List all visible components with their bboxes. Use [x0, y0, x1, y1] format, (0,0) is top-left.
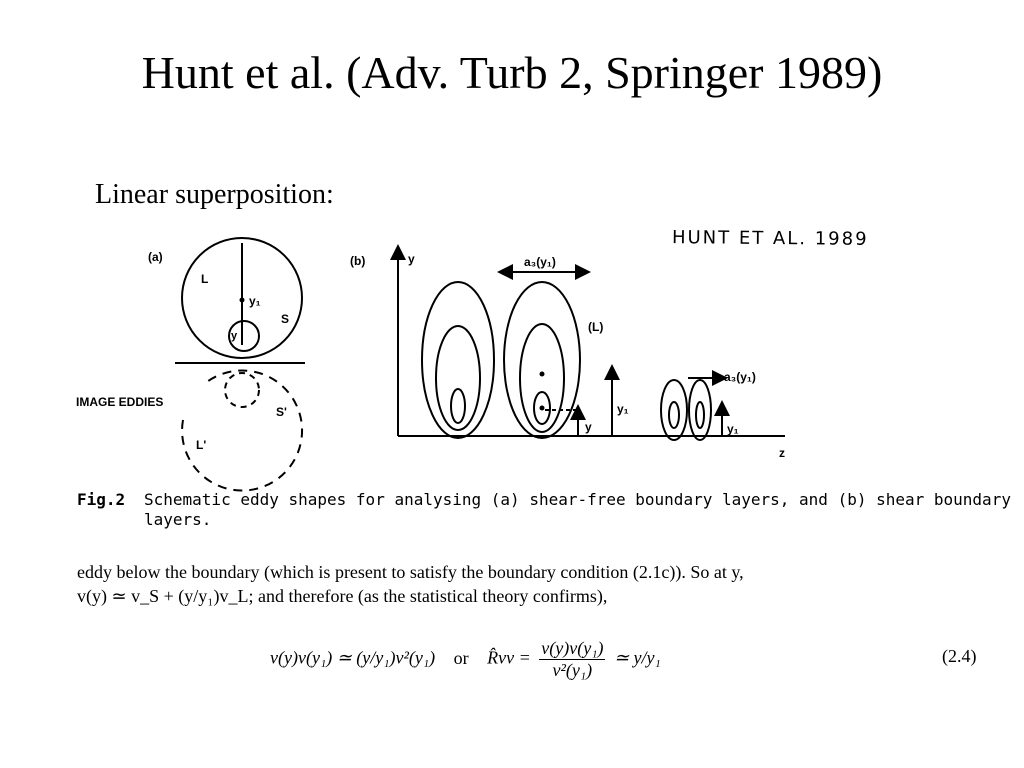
body-line-2: v(y) ≃ v_S + (y/y₁)v_L; and therefore (as the statistical theory confirms), [77, 586, 608, 606]
equation [270, 638, 661, 681]
panel-a-drawing [175, 238, 305, 491]
label-L: L [201, 272, 209, 286]
label-y: y [231, 330, 238, 342]
equation-lhs: v(y)v(y₁) ≃ (y/y₁)v²(y₁) [270, 647, 436, 668]
eddy-small-1-inner [669, 402, 679, 428]
eddy-small-2-inner [696, 402, 704, 428]
label-y1: y₁ [249, 294, 261, 308]
equation-rhs-tail: ≃ y/y₁ [613, 647, 661, 668]
eddy-large-1-inner [451, 389, 465, 423]
equation-fraction [539, 638, 605, 681]
handwritten-note: HUNT ET AL. 1989 [671, 227, 869, 250]
label-L-prime: L' [196, 438, 207, 452]
body-line-1: eddy below the boundary (which is present to satisfy the boundary condition (2.1c)). So at y, [77, 562, 744, 582]
eddy-large-2-outer [504, 282, 580, 438]
label-y1-large: y₁ [617, 402, 629, 416]
subheading: Linear superposition: [95, 179, 334, 210]
slide-title: Hunt et al. (Adv. Turb 2, Springer 1989) [141, 47, 883, 98]
eddy-large-1-mid [436, 326, 480, 430]
a3-small-label: a₃(y₁) [724, 370, 756, 384]
eddy-small-2-outer [689, 380, 711, 440]
axis-z-label: z [779, 446, 785, 460]
caption-id: Fig.2 [77, 490, 126, 509]
image-small-eddy [225, 373, 259, 407]
eddy-small-1-outer [661, 380, 687, 440]
caption-text: Schematic eddy shapes for analysing (a) shear-free boundary layers, and (b) shear boundary layers. [144, 490, 1011, 529]
eddy-large-2-mid [520, 324, 564, 432]
equation-or: or [453, 647, 469, 668]
panel-b-tag: (b) [350, 254, 366, 268]
panel-b-drawing [398, 252, 785, 440]
eddy-large-1-outer [422, 282, 494, 438]
label-S-prime: S' [276, 405, 287, 419]
fraction-numerator: v(y)v(y₁) [541, 638, 604, 658]
axis-y-label: y [408, 252, 415, 266]
a3-large-label: a₃(y₁) [524, 255, 556, 269]
label-S: S [281, 312, 290, 326]
label-y1-small: y₁ [727, 422, 739, 436]
image-large-eddy [182, 371, 302, 491]
panel-a-tag: (a) [148, 250, 163, 264]
fraction-denominator: v²(y₁) [552, 660, 593, 680]
label-L-paren: (L) [588, 320, 604, 334]
image-eddies-label: IMAGE EDDIES [76, 395, 164, 409]
equation-rhs-symbol: R̂vv = [487, 647, 531, 668]
equation-number: (2.4) [942, 646, 977, 666]
label-y-b: y [585, 420, 592, 434]
